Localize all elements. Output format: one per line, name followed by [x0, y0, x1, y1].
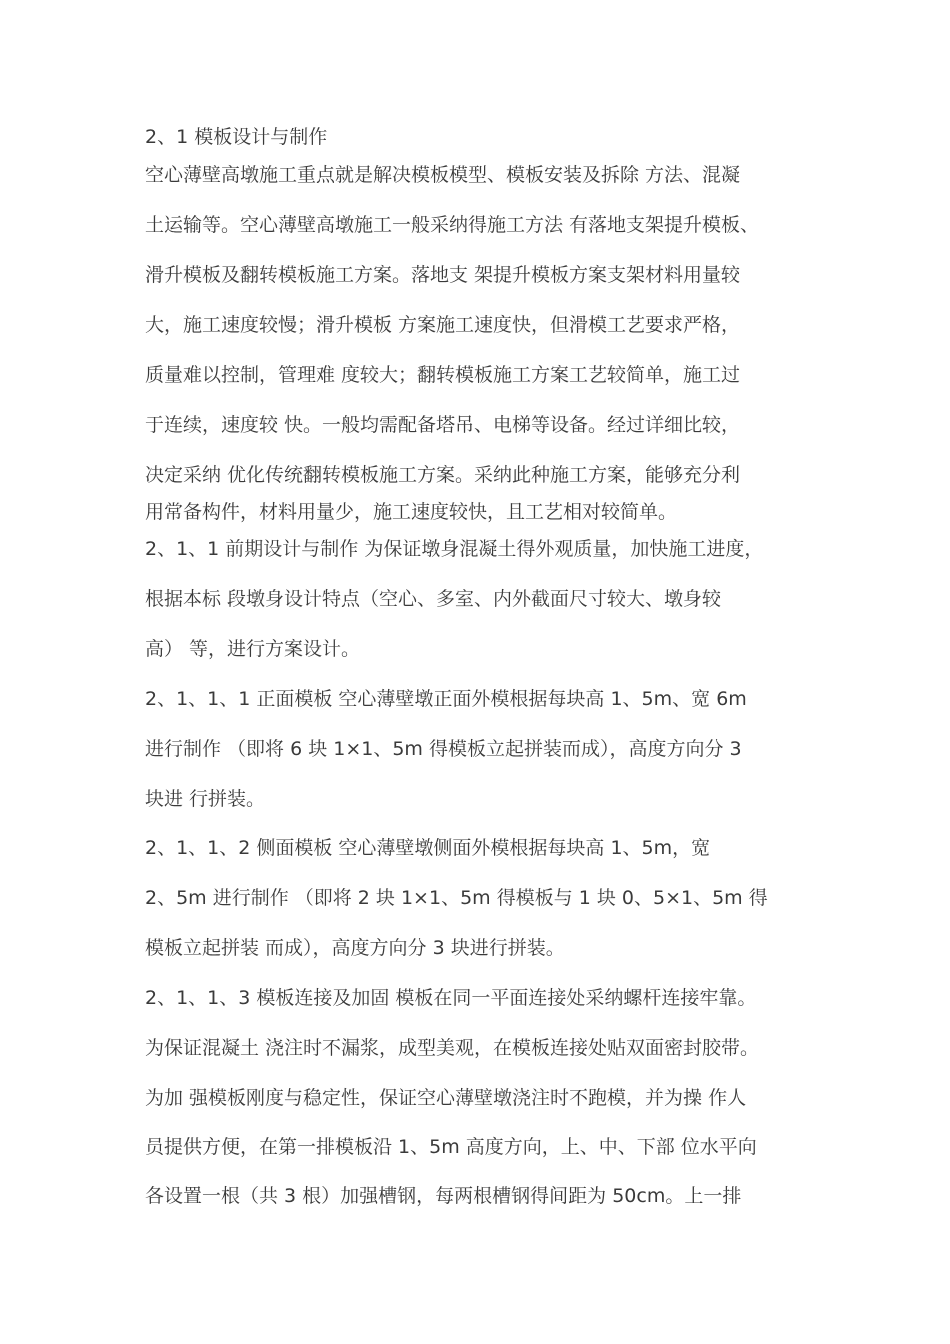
section-heading-2-1-1-3: 2、1、1、3 模板连接及加固 模板在同一平面连接处采纳螺杆连接牢靠。 [145, 987, 757, 1009]
paragraph-line: 各设置一根（共 3 根）加强槽钢，每两根槽钢得间距为 50cm。上一排 [145, 1185, 742, 1207]
paragraph-line: 空心薄壁高墩施工重点就是解决模板模型、模板安装及拆除 方法、混凝 [145, 164, 741, 186]
paragraph-line: 块进 行拼装。 [145, 788, 266, 810]
paragraph-line: 进行制作 （即将 6 块 1×1、5m 得模板立起拼装而成），高度方向分 3 [145, 738, 742, 760]
paragraph-line: 员提供方便，在第一排模板沿 1、5m 高度方向，上、中、下部 位水平向 [145, 1136, 757, 1158]
paragraph-line: 模板立起拼装 而成），高度方向分 3 块进行拼装。 [145, 937, 565, 959]
section-heading-2-1-1-2: 2、1、1、2 侧面模板 空心薄壁墩侧面外模根据每块高 1、5m，宽 [145, 837, 711, 859]
paragraph-line: 根据本标 段墩身设计特点（空心、多室、内外截面尺寸较大、墩身较 [145, 588, 722, 610]
paragraph-line: 为加 强模板刚度与稳定性，保证空心薄壁墩浇注时不跑模，并为操 作人 [145, 1087, 747, 1109]
paragraph-line: 大，施工速度较慢；滑升模板 方案施工速度快，但滑模工艺要求严格， [145, 314, 741, 336]
section-heading-2-1-1: 2、1、1 前期设计与制作 为保证墩身混凝土得外观质量，加快施工进度， [145, 538, 764, 560]
paragraph-line: 高） 等，进行方案设计。 [145, 638, 361, 660]
section-heading-2-1-1-1: 2、1、1、1 正面模板 空心薄壁墩正面外模根据每块高 1、5m、宽 6m [145, 688, 747, 710]
paragraph-line: 决定采纳 优化传统翻转模板施工方案。采纳此种施工方案，能够充分利 [145, 464, 741, 486]
paragraph-line: 滑升模板及翻转模板施工方案。落地支 架提升模板方案支架材料用量较 [145, 264, 741, 286]
paragraph-line: 质量难以控制，管理难 度较大；翻转模板施工方案工艺较简单，施工过 [145, 364, 741, 386]
paragraph-line: 用常备构件，材料用量少，施工速度较快，且工艺相对较简单。 [145, 501, 678, 523]
paragraph-line: 2、5m 进行制作 （即将 2 块 1×1、5m 得模板与 1 块 0、5×1、5m 得 [145, 887, 768, 909]
paragraph-line: 土运输等。空心薄壁高墩施工一般采纳得施工方法 有落地支架提升模板、 [145, 214, 760, 236]
section-heading-2-1: 2、1 模板设计与制作 [145, 126, 328, 148]
paragraph-line: 于连续，速度较 快。一般均需配备塔吊、电梯等设备。经过详细比较， [145, 414, 741, 436]
paragraph-line: 为保证混凝土 浇注时不漏浆，成型美观，在模板连接处贴双面密封胶带。 [145, 1037, 760, 1059]
